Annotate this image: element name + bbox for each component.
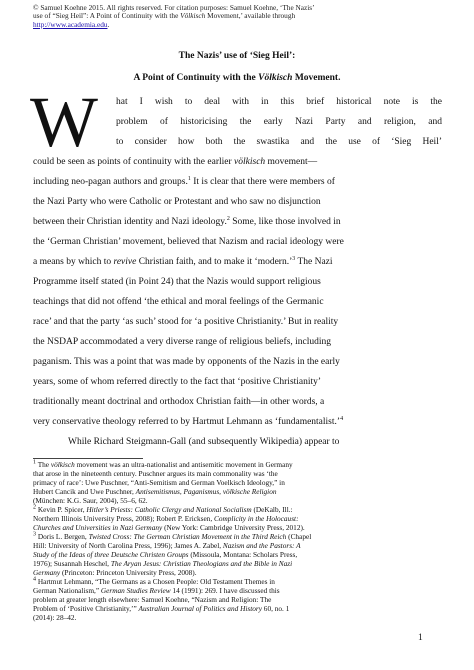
italic-text: Germany [33,568,61,577]
body-line-10: Programme itself stated (in Point 24) that the Nazis would support religious [33,277,321,287]
text: a means by which to [33,257,114,267]
footnote-1-line-2: that arose in the nineteenth century. Puschner argues its main commonality was ‘the [33,469,278,478]
footnote-ref-2[interactable]: 2 [226,215,230,222]
text: (Missoula, Montana: Scholars Press, [188,550,298,559]
copyright-line-1: © Samuel Koehne 2015. All rights reserved. For citation purposes: Samuel Koehne, ‘The Nazis’ [33,3,315,12]
text: Hill: University of North Carolina Press, 1996); James A. Zabel, [33,541,223,550]
italic-text: Hitler’s Priests: Catholic Clergy and National Socialism [86,505,252,514]
text: The [36,460,51,469]
body-line-1: hat I wish to deal with in this brief historical note is the [116,97,442,107]
text: Kevin P. Spicer, [36,505,87,514]
footnote-number: 3 [33,531,36,538]
text: Problem of ‘Positive Christianity,’” [33,604,139,613]
footnote-number: 1 [33,459,36,466]
body-line-2: problem of historicising the early Nazi Party and religion, and [116,117,442,127]
footnote-4-line-4 [33,605,439,613]
italic-text: völkisch [50,460,75,469]
text: movement— [265,157,318,167]
text: (New York: Cambridge University Press, 2012). [162,523,305,532]
copyright-period: . [107,19,110,29]
italic-text: The Aryan Jesus: Christian Theologians and the Bible in Nazi [110,559,293,568]
title-text: A Point of Continuity with the [133,73,259,83]
italic-text: Antisemitismus, Paganismus, völkische Religion [135,487,277,496]
footnote-ref-4[interactable]: 4 [340,415,344,422]
footnote-divider [33,458,143,459]
italic-text: Twisted Cross: The German Christian Movement in the Third Reich [88,532,287,541]
text: very conservative theology referred to by Hartmut Lehmann as ‘fundamentalist.’ [33,417,341,427]
body-line-11: teachings that did not offend ‘the ethical and moral feelings of the Germanic [33,297,324,307]
text: Some, like those involved in [229,217,341,227]
footnote-number: 2 [33,504,36,511]
text: between their Christian identity and Nazi ideology. [33,217,227,227]
italic-text: Australian Journal of Politics and History [138,604,262,613]
academia-link[interactable]: http://www.academia.edu [33,19,108,29]
title-italic: Völkisch [258,73,293,83]
italic-text: revive [113,257,137,267]
text: 1976); Susannah Heschel, [33,559,111,568]
body-line-6: the Nazi Party who were Catholic or Protestant and who saw no disjunction [33,197,321,207]
italic-text: German Studies Review [100,586,171,595]
text: including neo-pagan authors and groups. [33,177,188,187]
text: Doris L. Bergen, [36,532,89,541]
text: could be seen as points of continuity with the earlier [33,157,235,167]
text: Hubert Cancik and Uwe Puschner, [33,487,136,496]
body-line-3: to consider how both the swastika and the use of ‘Sieg Heil’ [116,137,442,147]
body-line-16: traditionally meant doctrinal and orthodox Christian faith—in other words, a [33,397,325,407]
body-line-4 [33,156,317,168]
body-line-14: paganism. This was a point that was made by opponents of the Nazis in the early [33,357,340,367]
body-line-17 [33,416,343,428]
footnote-number: 4 [33,576,36,583]
text: The Nazi [295,257,333,267]
footnote-4-line-5: (2014): 28–42. [33,613,77,622]
text: German Nationalism,” [33,586,101,595]
text: 14 (1991): 269. I have discussed this [170,586,280,595]
copyright-notice [33,4,443,29]
drop-cap: W [30,82,98,162]
copyright-line-2-end: Movement,’ available through [205,11,296,21]
paper-title-line-1: The Nazis’ use of ‘Sieg Heil’: [178,51,296,61]
text: Christian faith, and to make it ‘modern.’ [136,257,293,267]
text: Northern Illinois University Press, 2008); Robert P. Ericksen, [33,514,214,523]
body-line-12: race’ and that the party ‘as such’ stood for ‘a positive Christianity.’ But in reality [33,317,339,327]
copyright-line-2: use of “Sieg Heil”: A Point of Continuity with the [33,11,181,21]
body-line-9 [33,256,333,268]
text: (Chapel [286,532,312,541]
italic-text: völkisch [234,157,266,167]
body-line-8: the ‘German Christian’ movement, believed that Nazism and racial ideology were [33,237,344,247]
text: (DeKalb, Ill.: [251,505,293,514]
body-line-18: While Richard Steigmann-Gall (and subsequently Wikipedia) appear to [68,437,340,447]
italic-text: Study of the Ideas of three Deutsche Christen Groups [33,550,189,559]
title-end: Movement. [292,73,341,83]
footnote-1-line-3: primacy of race’: Uwe Puschner, “Anti-Semitism and German Voelkisch Ideology,” in [33,478,285,487]
text: It is clear that there were members of [190,177,335,187]
body-line-15: years, some of whom referred directly to the fact that ‘positive Christianity’ [33,377,322,387]
body-line-13: the NSDAP accommodated a very diverse range of religious beliefs, including [33,337,332,347]
text: 60, no. 1 [261,604,290,613]
text: Hartmut Lehmann, “The Germans as a Chosen People: Old Testament Themes in [36,577,275,586]
footnote-ref-1[interactable]: 1 [187,175,191,182]
italic-text: Complicity in the Holocaust: [213,514,299,523]
footnote-4-line-3: problem at greater length elsewhere: Samuel Koehne, “Nazism and Religion: The [33,595,272,604]
body-line-7 [33,216,341,228]
italic-text: Nazism and the Pastors: A [222,541,301,550]
italic-text: Churches and Universities in Nazi Germany [33,523,163,532]
body-line-5 [33,176,335,188]
text: (Princeton: Princeton University Press, 2008). [60,568,197,577]
footnote-1-line-5: (München: K.G. Saur, 2004), 55–6, 62. [33,496,148,505]
text: movement was an ultra-nationalist and antisemitic movement in Germany [74,460,293,469]
footnote-ref-3[interactable]: 3 [292,255,296,262]
page-number: 1 [418,633,423,643]
copyright-italic: Völkisch [180,11,206,21]
